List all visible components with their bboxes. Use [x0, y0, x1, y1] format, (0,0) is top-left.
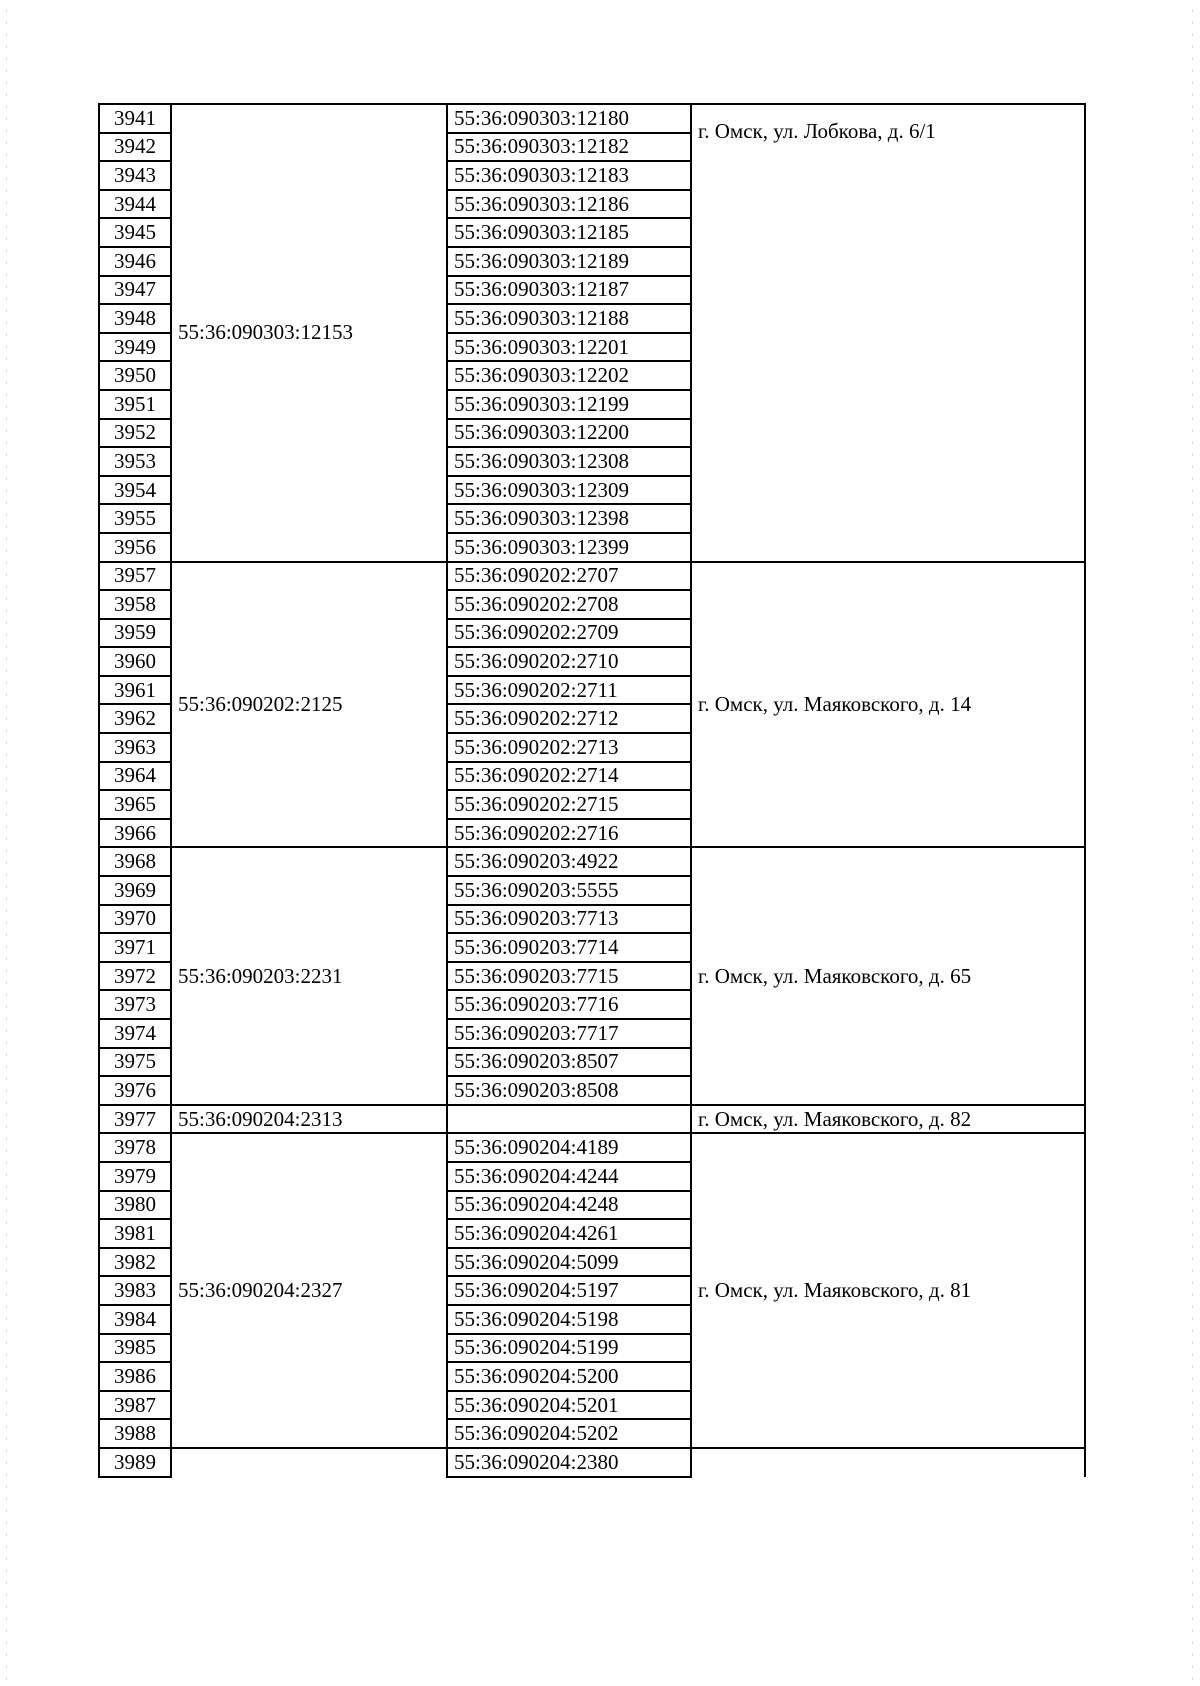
- object-address-cell: г. Омск, ул. Маяковского, д. 81: [691, 1133, 1085, 1448]
- row-number-cell: 3947: [99, 276, 171, 305]
- row-number-cell: 3949: [99, 333, 171, 362]
- child-cadastral-number-cell: 55:36:090204:5099: [447, 1248, 691, 1277]
- row-number-cell: 3985: [99, 1334, 171, 1363]
- child-cadastral-number-cell: 55:36:090202:2711: [447, 676, 691, 705]
- row-number-cell: 3976: [99, 1076, 171, 1105]
- row-number-cell: 3959: [99, 619, 171, 648]
- child-cadastral-number-cell: 55:36:090303:12202: [447, 361, 691, 390]
- table-row: [99, 1448, 1085, 1477]
- object-address-cell: [691, 1448, 1085, 1477]
- row-number-cell: 3981: [99, 1219, 171, 1248]
- child-cadastral-number-cell: 55:36:090303:12185: [447, 218, 691, 247]
- row-number-cell: 3950: [99, 361, 171, 390]
- row-number-cell: 3974: [99, 1019, 171, 1048]
- child-cadastral-number-cell: 55:36:090202:2715: [447, 790, 691, 819]
- row-number-cell: 3941: [99, 104, 171, 133]
- row-number-cell: 3943: [99, 161, 171, 190]
- child-cadastral-number-cell: 55:36:090204:5199: [447, 1334, 691, 1363]
- row-number-cell: 3966: [99, 819, 171, 848]
- row-number-cell: 3964: [99, 762, 171, 791]
- child-cadastral-number-cell: 55:36:090303:12188: [447, 304, 691, 333]
- row-number-cell: 3980: [99, 1191, 171, 1220]
- row-number-cell: 3954: [99, 476, 171, 505]
- child-cadastral-number-cell: 55:36:090202:2712: [447, 704, 691, 733]
- row-number-cell: 3958: [99, 590, 171, 619]
- child-cadastral-number-cell: 55:36:090303:12199: [447, 390, 691, 419]
- row-number-cell: 3986: [99, 1362, 171, 1391]
- child-cadastral-number-cell: 55:36:090204:5197: [447, 1276, 691, 1305]
- child-cadastral-number-cell: 55:36:090203:7713: [447, 905, 691, 934]
- child-cadastral-number-cell: 55:36:090203:7716: [447, 990, 691, 1019]
- object-address-cell: г. Омск, ул. Маяковского, д. 82: [691, 1105, 1085, 1134]
- child-cadastral-number-cell: 55:36:090303:12399: [447, 533, 691, 562]
- row-number-cell: 3957: [99, 562, 171, 591]
- scan-edge-left: [6, 0, 7, 1686]
- child-cadastral-number-cell: 55:36:090202:2707: [447, 562, 691, 591]
- child-cadastral-number-cell: 55:36:090202:2709: [447, 619, 691, 648]
- row-number-cell: 3944: [99, 190, 171, 219]
- row-number-cell: 3963: [99, 733, 171, 762]
- child-cadastral-number-cell: 55:36:090204:2380: [447, 1448, 691, 1477]
- parent-cadastral-number-cell: 55:36:090303:12153: [171, 104, 447, 562]
- parent-cadastral-number-cell: 55:36:090204:2327: [171, 1133, 447, 1448]
- child-cadastral-number-cell: 55:36:090204:4261: [447, 1219, 691, 1248]
- row-number-cell: 3948: [99, 304, 171, 333]
- child-cadastral-number-cell: 55:36:090303:12201: [447, 333, 691, 362]
- object-address-cell: г. Омск, ул. Маяковского, д. 14: [691, 562, 1085, 848]
- row-number-cell: 3961: [99, 676, 171, 705]
- child-cadastral-number-cell: 55:36:090204:5198: [447, 1305, 691, 1334]
- child-cadastral-number-cell: 55:36:090204:4248: [447, 1191, 691, 1220]
- child-cadastral-number-cell: 55:36:090204:4189: [447, 1133, 691, 1162]
- cadastral-table: [98, 103, 1086, 1478]
- child-cadastral-number-cell: 55:36:090203:8507: [447, 1048, 691, 1077]
- parent-cadastral-number-cell: [171, 1448, 447, 1477]
- row-number-cell: 3979: [99, 1162, 171, 1191]
- child-cadastral-number-cell: 55:36:090203:7717: [447, 1019, 691, 1048]
- table-row: [99, 562, 1085, 591]
- parent-cadastral-number-cell: 55:36:090204:2313: [171, 1105, 447, 1134]
- row-number-cell: 3953: [99, 447, 171, 476]
- row-number-cell: 3965: [99, 790, 171, 819]
- row-number-cell: 3972: [99, 962, 171, 991]
- row-number-cell: 3952: [99, 419, 171, 448]
- child-cadastral-number-cell: 55:36:090203:7715: [447, 962, 691, 991]
- child-cadastral-number-cell: 55:36:090203:4922: [447, 847, 691, 876]
- scan-edge-right: [1192, 0, 1193, 1686]
- child-cadastral-number-cell: 55:36:090303:12200: [447, 419, 691, 448]
- row-number-cell: 3969: [99, 876, 171, 905]
- child-cadastral-number-cell: 55:36:090203:5555: [447, 876, 691, 905]
- row-number-cell: 3968: [99, 847, 171, 876]
- row-number-cell: 3987: [99, 1391, 171, 1420]
- child-cadastral-number-cell: 55:36:090204:5200: [447, 1362, 691, 1391]
- child-cadastral-number-cell: 55:36:090203:7714: [447, 933, 691, 962]
- child-cadastral-number-cell: 55:36:090303:12309: [447, 476, 691, 505]
- child-cadastral-number-cell: 55:36:090202:2714: [447, 762, 691, 791]
- child-cadastral-number-cell: 55:36:090202:2710: [447, 647, 691, 676]
- child-cadastral-number-cell: 55:36:090303:12187: [447, 276, 691, 305]
- parent-cadastral-number-cell: 55:36:090202:2125: [171, 562, 447, 848]
- child-cadastral-number-cell: 55:36:090202:2708: [447, 590, 691, 619]
- child-cadastral-number-cell: 55:36:090204:5201: [447, 1391, 691, 1420]
- row-number-cell: 3977: [99, 1105, 171, 1134]
- row-number-cell: 3956: [99, 533, 171, 562]
- row-number-cell: 3984: [99, 1305, 171, 1334]
- row-number-cell: 3955: [99, 504, 171, 533]
- row-number-cell: 3982: [99, 1248, 171, 1277]
- row-number-cell: 3951: [99, 390, 171, 419]
- row-number-cell: 3973: [99, 990, 171, 1019]
- child-cadastral-number-cell: [447, 1105, 691, 1134]
- parent-cadastral-number-cell: 55:36:090203:2231: [171, 847, 447, 1104]
- row-number-cell: 3989: [99, 1448, 171, 1477]
- table-row: [99, 104, 1085, 133]
- child-cadastral-number-cell: 55:36:090204:5202: [447, 1419, 691, 1448]
- row-number-cell: 3946: [99, 247, 171, 276]
- row-number-cell: 3970: [99, 905, 171, 934]
- object-address-cell: г. Омск, ул. Лобкова, д. 6/1: [691, 104, 1085, 562]
- child-cadastral-number-cell: 55:36:090303:12183: [447, 161, 691, 190]
- child-cadastral-number-cell: 55:36:090303:12398: [447, 504, 691, 533]
- child-cadastral-number-cell: 55:36:090202:2713: [447, 733, 691, 762]
- child-cadastral-number-cell: 55:36:090204:4244: [447, 1162, 691, 1191]
- child-cadastral-number-cell: 55:36:090303:12308: [447, 447, 691, 476]
- child-cadastral-number-cell: 55:36:090202:2716: [447, 819, 691, 848]
- child-cadastral-number-cell: 55:36:090303:12189: [447, 247, 691, 276]
- row-number-cell: 3942: [99, 133, 171, 162]
- row-number-cell: 3971: [99, 933, 171, 962]
- row-number-cell: 3960: [99, 647, 171, 676]
- table-row: [99, 1133, 1085, 1162]
- table-row: [99, 847, 1085, 876]
- row-number-cell: 3978: [99, 1133, 171, 1162]
- row-number-cell: 3945: [99, 218, 171, 247]
- child-cadastral-number-cell: 55:36:090303:12186: [447, 190, 691, 219]
- row-number-cell: 3975: [99, 1048, 171, 1077]
- child-cadastral-number-cell: 55:36:090303:12180: [447, 104, 691, 133]
- object-address-cell: г. Омск, ул. Маяковского, д. 65: [691, 847, 1085, 1104]
- table-row: [99, 1105, 1085, 1134]
- row-number-cell: 3983: [99, 1276, 171, 1305]
- row-number-cell: 3962: [99, 704, 171, 733]
- child-cadastral-number-cell: 55:36:090303:12182: [447, 133, 691, 162]
- row-number-cell: 3988: [99, 1419, 171, 1448]
- child-cadastral-number-cell: 55:36:090203:8508: [447, 1076, 691, 1105]
- cadastral-table-body: [99, 104, 1085, 1477]
